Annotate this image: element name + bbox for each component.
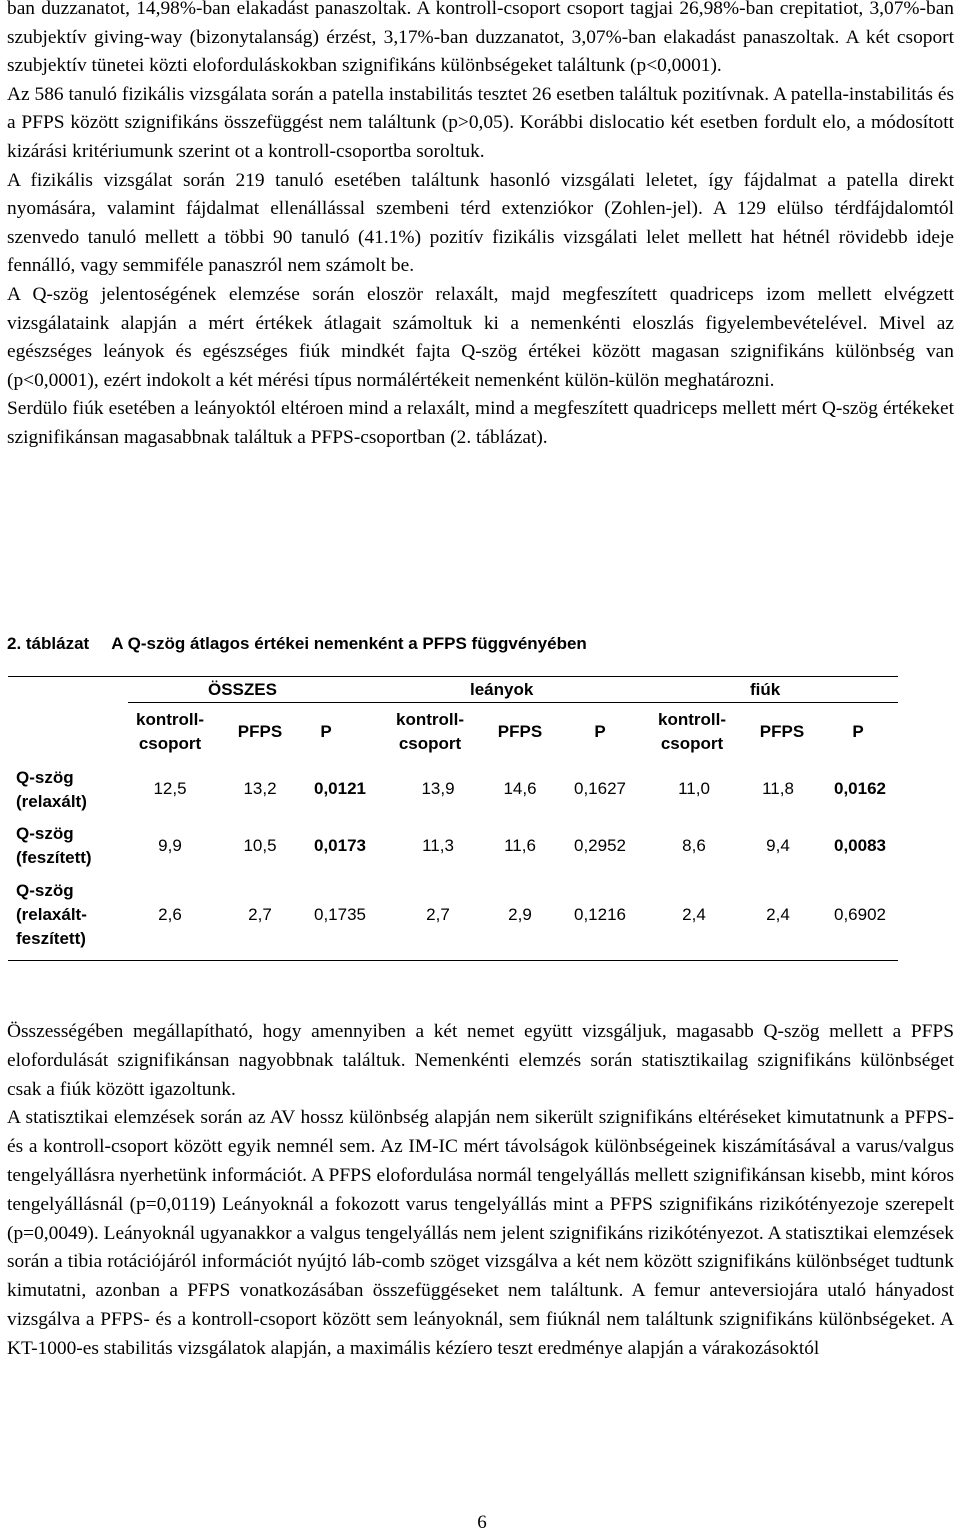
row-label-relaxed: Q-szög (relaxált) [16, 768, 87, 811]
col-header-control-boys: kontroll- csoport [658, 710, 726, 753]
table-cell: 2,7 [248, 905, 272, 924]
group-header-rule [128, 702, 898, 703]
table-cell: 0,6902 [834, 905, 886, 924]
row-label-tensed: Q-szög (feszített) [16, 824, 92, 867]
col-header-p-boys: P [852, 722, 864, 741]
table-cell: 2,7 [426, 905, 450, 924]
text-block-top [7, 0, 954, 453]
table-caption-number: 2. táblázat [7, 634, 90, 653]
paragraph: Összességében megállapítható, hogy amennyiben a két nemet együtt vizsgáljuk, magasabb Q-szög mellett a PFPS elofordulását szignifikánsan nagyobbnak találtuk. Nemenkénti elemzés során statisztikailag szignifikáns különbséget csak a fiúk között igazoltunk. [7, 1021, 954, 1100]
table-caption-title: A Q-szög átlagos értékei nemenként a PFPS függvényében [111, 634, 587, 653]
table-top-rule [8, 676, 898, 677]
table-cell: 11,0 [678, 779, 710, 798]
table-cell: 2,9 [508, 905, 532, 924]
table-cell: 0,0173 [314, 836, 366, 855]
col-header-pfps-total: PFPS [237, 722, 283, 741]
table-cell: 0,1627 [574, 779, 626, 798]
paragraph: A fizikális vizsgálat során 219 tanuló esetében találtunk hasonló vizsgálati leletet, így fájdalmat a patella direkt nyomására, valamint fájdalmat ellenállással szembeni térd extenziókor (Zohlen-jel). A 129 elülso térdfájdalomtól szenvedo tanuló mellett a többi 90 tanuló (41.1%) pozitív fizikális vizsgálati lelet mellett hat hétnél rövidebb ideje fennálló, vagy semmiféle panaszról nem számolt be. [7, 169, 954, 277]
table-cell: 0,1735 [314, 905, 366, 924]
paragraph: ban duzzanatot, 14,98%-ban elakadást panaszoltak. A kontroll-csoport csoport tagjai 26,98%-ban crepitatiot, 3,07%-ban szubjektív giving-way (bizonytalanság) érzést, 3,17%-ban duzzanatot, 3,07%-ban elakadást panaszoltak. A két csoport szubjektív tünetei közti eloforduláskokban szignifikáns különbségeket találtunk (p<0,0001). [7, 0, 954, 77]
table-cell: 0,0083 [834, 836, 886, 855]
table-cell: 8,6 [682, 836, 706, 855]
table-cell: 2,4 [682, 905, 706, 924]
paragraph: Serdülo fiúk esetében a leányoktól eltéroen mind a relaxált, mind a megfeszített quadriceps mellett mért Q-szög értékeket szignifikánsan magasabbnak találtuk a PFPS-csoportban (2. táblázat). [7, 398, 954, 448]
table-cell: 0,2952 [574, 836, 626, 855]
table-cell: 11,3 [422, 836, 454, 855]
paragraph: A statisztikai elemzések során az AV hossz különbség alapján nem sikerült szignifikáns eltéréseket kimutatnunk a PFPS- és a kontroll-csoport között egyik nemnél sem. Az IM-IC mért távolságok különbségeinek kiszámításával a varus/valgus tengelyállásra nyerhetünk információt. A PFPS elofordulása normál tengelyállás mellett szignifikánsan kisebb, mint kóros tengelyállásnál (p=0,0119) Leányoknál a fokozott varus tengelyállás mint a PFPS szignifikáns rizikótényezoje szerepelt (p=0,0049). Leányoknál ugyanakkor a valgus tengelyállás nem jelent szignifikáns rizikótényezot. A statisztikai elemzések során a tibia rotációjáról információt nyújtó láb-comb szöget vizsgálva a két nem között szignifikáns különbséget tudtunk kimutatni, azonban a PFPS vonatkozásában összefüggéseket nem találtunk. A femur anteversiojára utaló hányadost vizsgálva a PFPS- és a kontroll-csoport között sem leányoknál, sem fiúknál nem találtunk szignifikáns különbségeket. A KT-1000-es stabilitás vizsgálatok alapján, a maximális kézíero teszt eredménye alapján a várakozásoktól [7, 1107, 954, 1359]
table-cell: 0,1216 [574, 905, 626, 924]
table-cell: 12,5 [153, 779, 187, 798]
col-header-control-girls: kontroll- csoport [396, 710, 464, 753]
col-header-p-total: P [320, 722, 332, 741]
table-cell: 2,6 [158, 905, 182, 924]
table-cell: 10,5 [243, 836, 277, 855]
page-number: 6 [477, 1512, 487, 1533]
table-cell: 11,8 [762, 779, 794, 798]
paragraph: Az 586 tanuló fizikális vizsgálata során a patella instabilitás tesztet 26 esetben találtuk pozitívnak. A patella-instabilitás és a PFPS között szignifikáns összefüggést nem találtunk (p>0,05). Korábbi dislocatio két esetben fordult elo, a módosított kizárási kritériumunk szerint ot a kontroll-csoportba soroltuk. [7, 83, 954, 162]
row-label-difference: Q-szög (relaxált- feszített) [16, 881, 87, 948]
table-caption [7, 634, 587, 654]
table-cell: 13,2 [243, 779, 277, 798]
col-header-control-total: kontroll- csoport [136, 710, 204, 753]
table-cell: 2,4 [766, 905, 790, 924]
text-block-bottom [7, 1018, 954, 1364]
table-cell: 9,4 [766, 836, 790, 855]
group-header-girls: leányok [470, 680, 534, 699]
table-cell: 9,9 [158, 836, 182, 855]
table-bottom-rule [8, 960, 898, 961]
table-cell: 14,6 [503, 779, 537, 798]
col-header-pfps-girls: PFPS [497, 722, 543, 741]
paragraph: A Q-szög jelentoségének elemzése során eloször relaxált, majd megfeszített quadriceps izom mellett elvégzett vizsgálataink alapján a mért értékek átlagait számoltuk ki a nemenkénti eloszlás figyelembevételével. Mivel az egészséges leányok és egészséges fiúk mindkét fajta Q-szög értékei között magasan szignifikáns különbség van (p<0,0001), ezért indokolt a két mérési típus normálértékeit nemenként külön-külön meghatározni. [7, 283, 954, 391]
table-cell: 11,6 [504, 836, 536, 855]
group-header-boys: fiúk [750, 680, 781, 699]
col-header-p-girls: P [594, 722, 606, 741]
table-cell: 13,9 [421, 779, 455, 798]
col-header-pfps-boys: PFPS [759, 722, 805, 741]
group-header-total: ÖSSZES [208, 680, 277, 699]
table-cell: 0,0121 [314, 779, 366, 798]
table-cell: 0,0162 [834, 779, 886, 798]
